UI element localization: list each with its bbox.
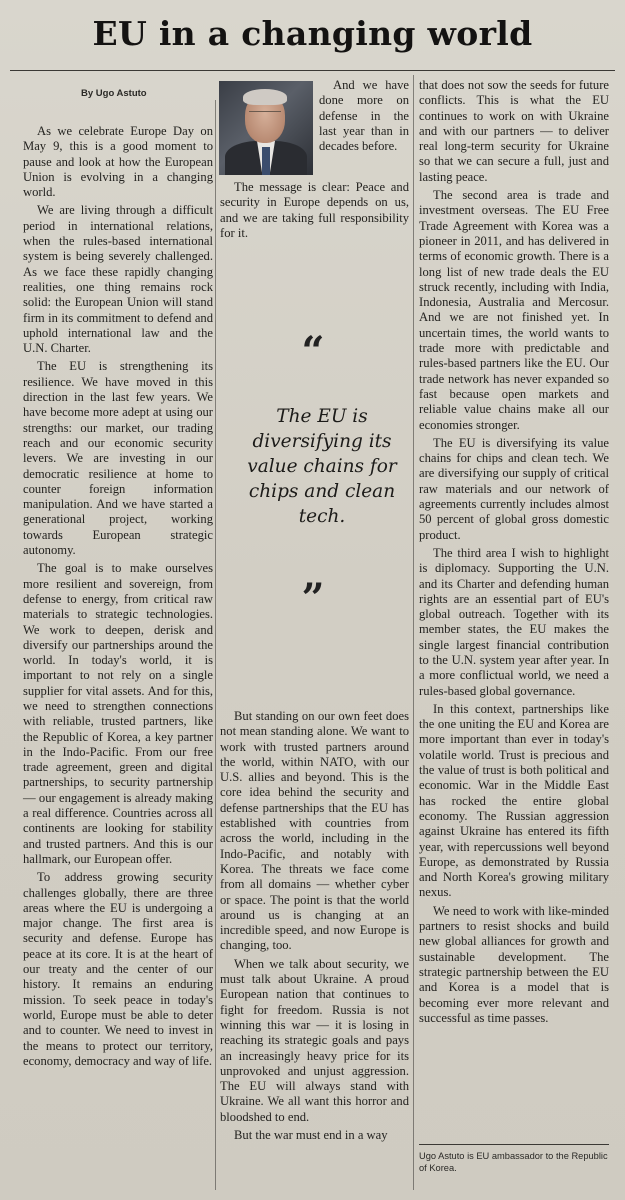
paragraph: The second area is trade and investment overseas. The EU Free Trade Agreement with Korea was a pioneer in 2011, and has delivered in terms of economic growth. There is a long list of new trade deals the EU struck recently, including with India, Indonesia, Australia and Mercosur. And we are not finished yet. In uncertain times, the world wants to trade more with predictable and rules-based partners like the EU. Our trade network has never expanded so fast because open markets and reliable value chains make all our economies stronger. — [419, 188, 609, 432]
paragraph: We need to work with like-minded partners to resist shocks and build new global alliances for growth and sustainable development. The strategic partnership between the EU and Korea is a model that is becoming ever more relevant and successful as time passes. — [419, 903, 609, 1025]
article-column-2-top-full — [220, 180, 409, 244]
paragraph: The third area I wish to highlight is diplomacy. Supporting the U.N. and its Charter and defending human rights are an essential part of EU's global outreach. Together with its member states, the EU makes the single largest financial contribution to the U.N. system year after year. In a more conflictual world, we need a rules-based global governance. — [419, 545, 609, 698]
author-bio: Ugo Astuto is EU ambassador to the Republic of Korea. — [419, 1151, 608, 1173]
paragraph: But the war must end in a way — [234, 1128, 388, 1143]
paragraph: that does not sow the seeds for future conflicts. This is what the EU continues to work on with Ukraine and with our partners — to deliver real long-term security for Ukraine so that we can secure a full, just and lasting peace. — [419, 78, 609, 184]
paragraph: As we celebrate Europe Day on May 9, this is a good moment to pause and look at how the European Union is evolving in a changing world. — [23, 124, 213, 200]
column-rule-left — [215, 100, 216, 1190]
column-rule-right — [413, 75, 414, 1190]
paragraph: We are living through a difficult period in international relations, when the rules-based international system is being severely challenged. As we face these rapidly changing realities, one thing remains rock solid: the European Union will stand firm in its commitment to defend and uphold international law and the U.N. Charter. — [23, 203, 213, 356]
bio-rule — [419, 1144, 609, 1145]
article-column-3 — [419, 78, 609, 1029]
paragraph: The EU is strengthening its resilience. We have moved in this direction in the last few years. We have become more adept at using our strengths: our market, our trading reach and our economic security levers. We are investing in our democratic resilience at home to counter foreign information manipulation. And we have started a generational project, working towards European strategic autonomy. — [23, 359, 213, 558]
headline: EU in a changing world — [92, 14, 533, 53]
article-column-2-top — [319, 78, 409, 157]
paragraph: When we talk about security, we must talk about Ukraine. A proud European nation that continues to fight for freedom. Russia is not winning this war — it is losing in reaching its strategic goals and pays an increasingly heavy price for its unprovoked and unjust aggression. The EU will always stand with Ukraine. We all want this horror and bloodshed to end. — [220, 956, 409, 1124]
paragraph: The message is clear: Peace and security in Europe depends on us, and we are taking full responsibility for it. — [220, 180, 409, 240]
article-column-1 — [23, 124, 213, 1072]
close-quote-mark: ” — [301, 575, 325, 622]
paragraph: The EU is diversifying its value chains for chips and clean tech. We are diversifying our supply of critical raw materials and our network of agreements currently includes almost 50 percent of global gross domestic product. — [419, 435, 609, 542]
top-rule — [10, 70, 615, 71]
paragraph: To address growing security challenges globally, there are three areas where the EU is undergoing a major change. The first area is security and defense. Europe has peace at its core. It is at the heart of our treaty and the center of our history. It remains an enduring mission. To seek peace in today's world, Europe must be able to deter and to counter. We need to invest in the means to protect our territory, economy, democracy and way of life. — [23, 870, 213, 1068]
byline: By Ugo Astuto — [81, 88, 147, 99]
article-column-2-bottom — [220, 709, 409, 1146]
paragraph: In this context, partnerships like the one uniting the EU and Korea are more important than ever in today's volatile world. Trust is precious and the value of trust is both political and economic. War in the Middle East has rocked the entire global economy. The Russian aggression against Ukraine has entered its fifth year, with repercussions well beyond Europe, as demonstrated by Russia and North Korea's growing military nexus. — [419, 701, 609, 900]
paragraph: And we have done more on defense in the last year than in decades before. — [319, 78, 409, 154]
open-quote-mark: “ — [301, 328, 325, 375]
paragraph: But standing on our own feet does not mean standing alone. We want to work with trusted partners around the world, within NATO, with our U.S. allies and beyond. This is the core idea behind the security and defense partnerships that the EU has established with countries from across the world, including in the Indo-Pacific, and notably with Korea. The threats we face come from all domains — whether cyber or space. The point is that the world around us is changing at an incredible speed, and now Europe is changing, too. — [220, 709, 409, 953]
pull-quote: The EU is diversifying its value chains for chips and clean tech. — [247, 406, 397, 527]
paragraph: The goal is to make ourselves more resilient and sovereign, from defense to energy, from critical raw materials to strategic technologies. We work to deepen, derisk and diversify our partnerships around the world. In today's world, it is important to not rely on a single supplier for vital assets. And for this, we need to strengthen connections with reliable, trusted partners, like the Republic of Korea, a key partner in the Indo-Pacific. From our free trade agreement, green and digital partnerships, to security partnership — our engagement is already making a real difference. Countries across all continents are looking for stability and trusted partners. And this is our hallmark, our European offer. — [23, 561, 213, 866]
author-photo — [219, 81, 313, 175]
